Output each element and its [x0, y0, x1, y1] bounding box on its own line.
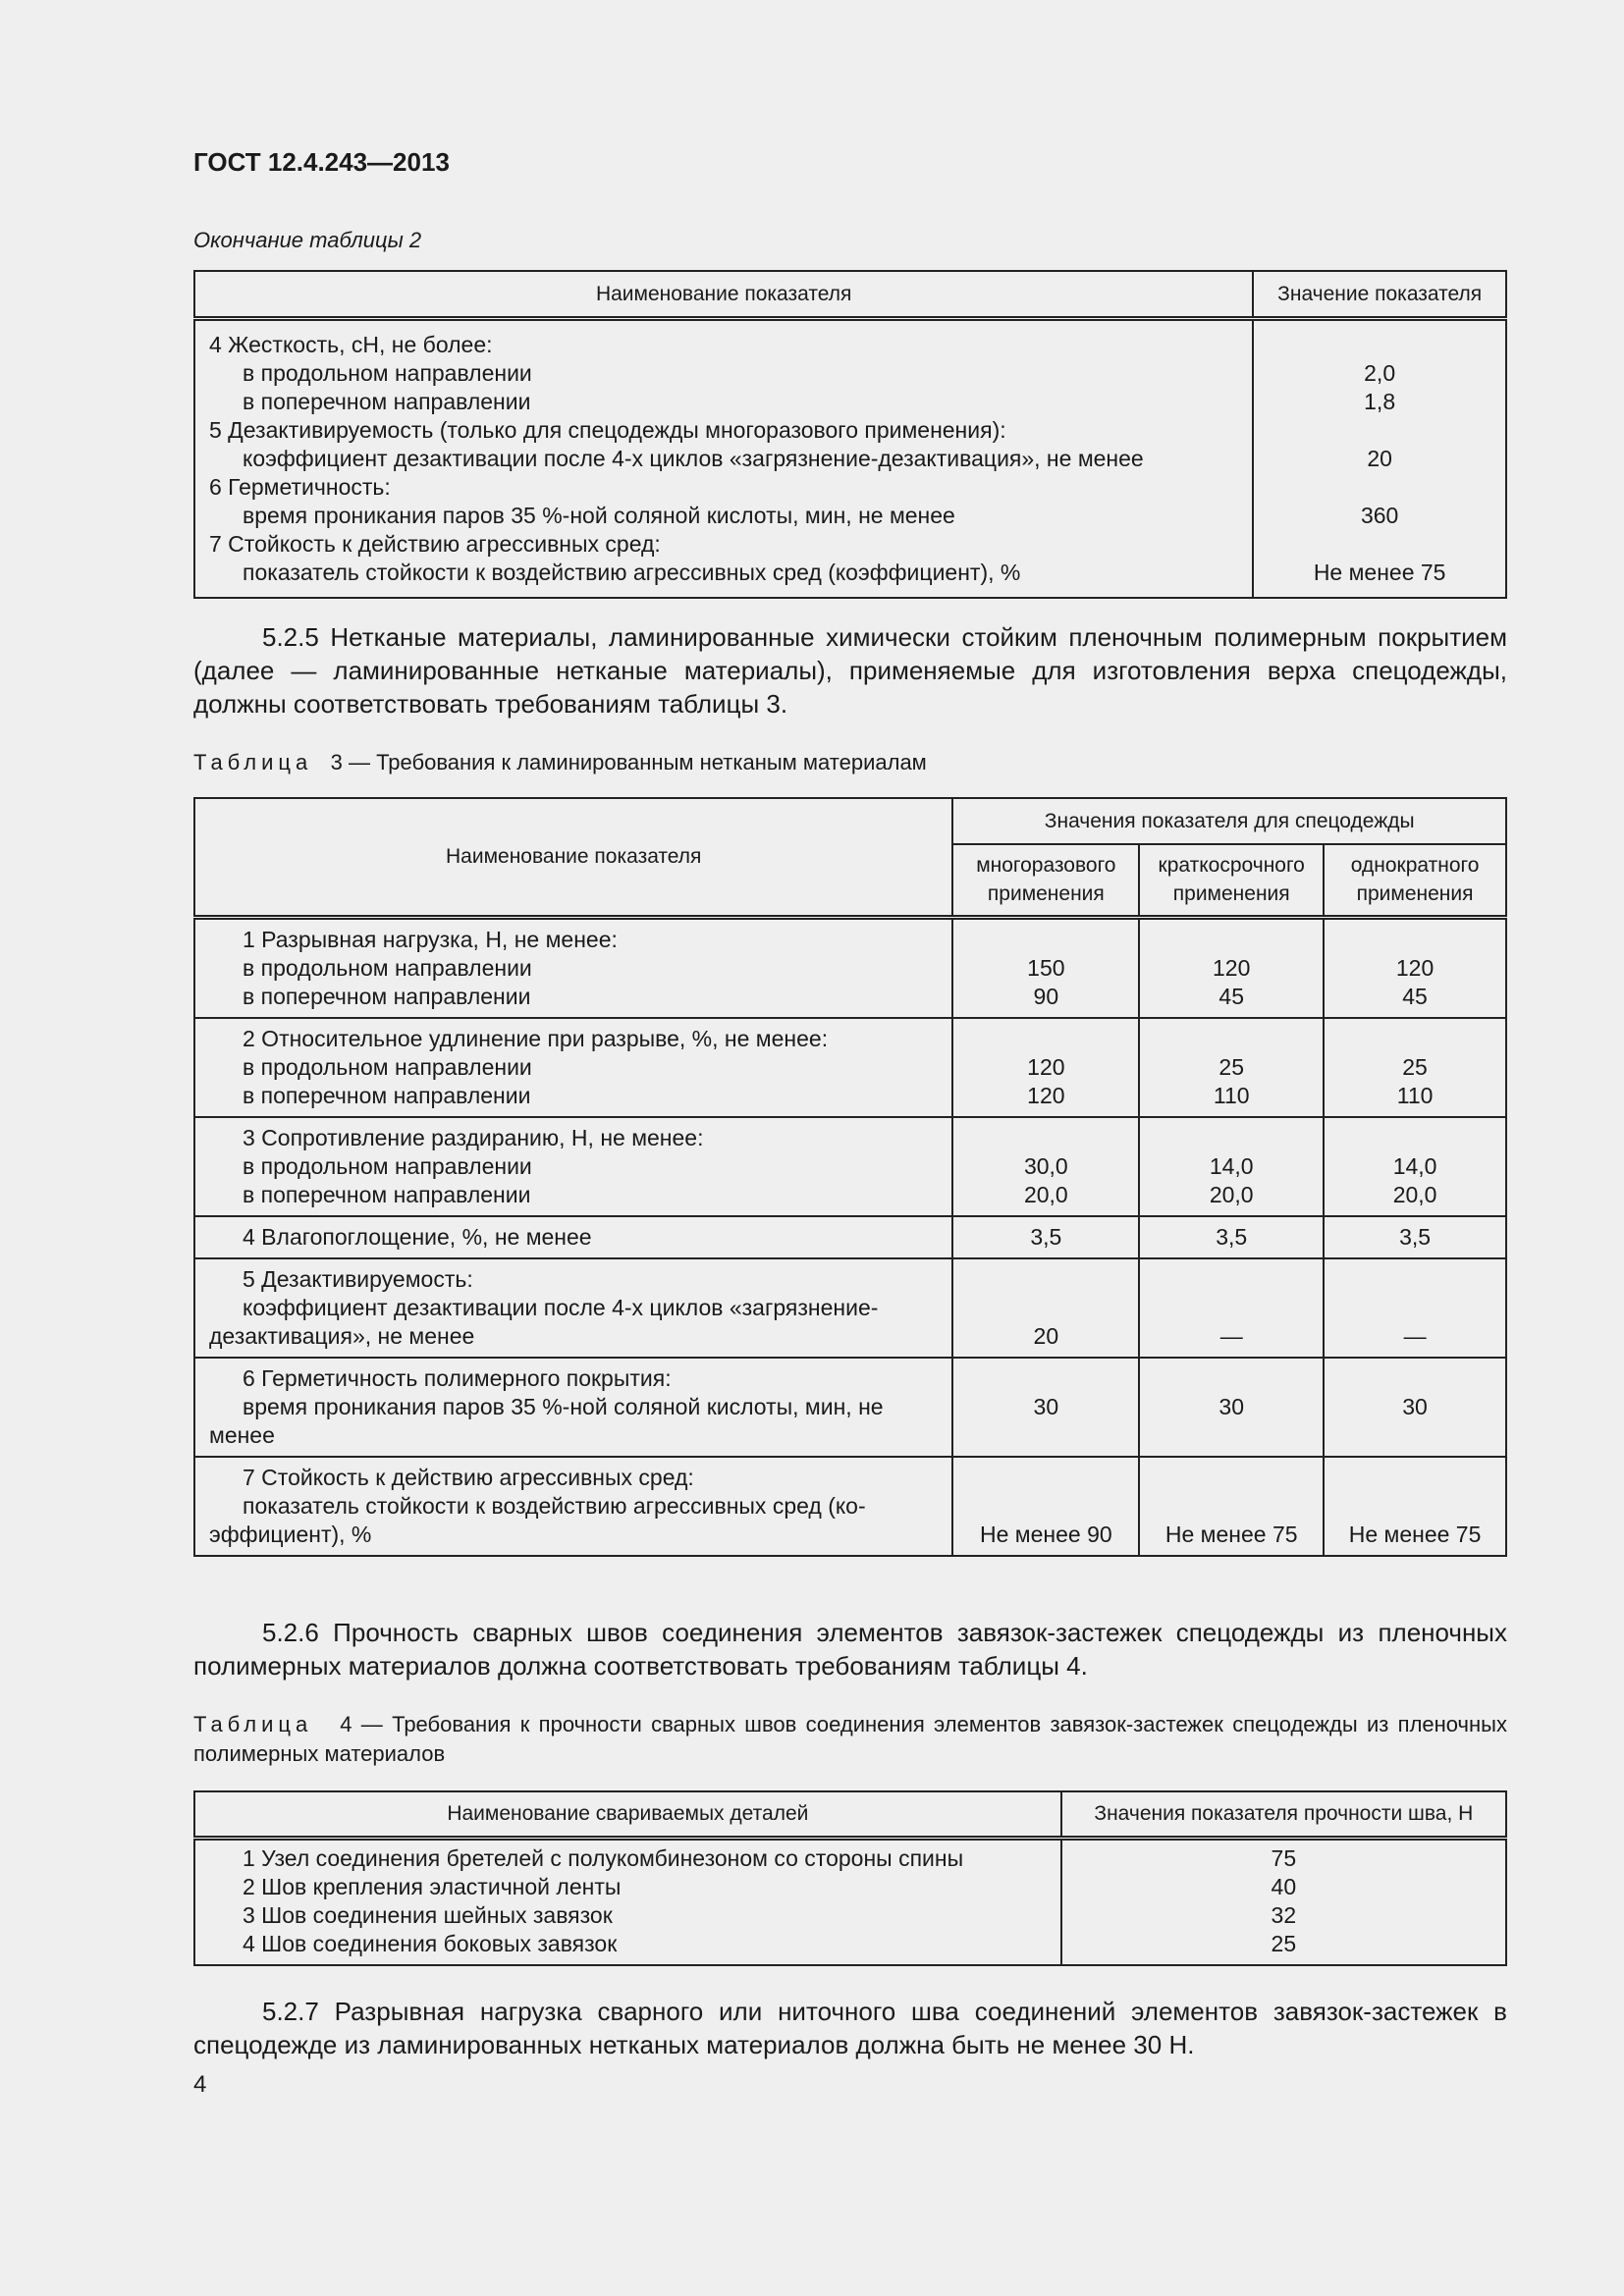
table4-row2-value: 40	[1271, 1873, 1297, 1899]
table3-value: 30	[1218, 1393, 1244, 1419]
table3-value-cell	[1139, 1018, 1324, 1117]
table3-row-line: в поперечном направлении	[243, 983, 531, 1009]
table3-value	[1140, 1265, 1323, 1294]
table2-row4-sub1: в продольном направлении	[243, 359, 532, 386]
paragraph-5-2-5-text: 5.2.5 Нетканые материалы, ламинированные химически стойким пленочным полимерным покрытием (далее — ламинированные нетканые материалы), применяемые для изготовления верха спецодежды, должны соответствовать требованиям таблицы 3.	[193, 622, 1507, 719]
table3-value-cell	[1139, 1358, 1324, 1457]
table3-row-line: показатель стойкости к воздействию агрессивных сред (ко-	[243, 1492, 866, 1519]
table3-value: 120	[1027, 1082, 1065, 1108]
table3-caption-word: Таблица	[193, 750, 313, 774]
table2	[193, 270, 1507, 599]
table2-row4-sub2: в поперечном направлении	[243, 388, 531, 414]
table3-caption	[193, 748, 927, 777]
table3-row-line: 2 Относительное удлинение при разрыве, %, не менее:	[243, 1025, 829, 1051]
table3-header-name: Наименование показателя	[194, 798, 952, 917]
table3-value-cell	[952, 1018, 1139, 1117]
table2-row4-value2: 1,8	[1364, 388, 1396, 414]
table3-value	[953, 926, 1138, 954]
paragraph-5-2-5	[193, 620, 1507, 721]
table3-value	[1140, 926, 1323, 954]
table4-header-value: Значения показателя прочности шва, Н	[1061, 1791, 1506, 1838]
table3-value-cell	[952, 1457, 1139, 1556]
table4-row3-name: 3 Шов соединения шейных завязок	[243, 1901, 613, 1928]
table2-row6-sub1: время проникания паров 35 %-ной соляной кислоты, мин, не менее	[243, 502, 955, 528]
table2-row5-value: 20	[1367, 445, 1392, 471]
table3-value	[1325, 1025, 1505, 1053]
table3-value	[1140, 1124, 1323, 1152]
table3-value	[953, 1025, 1138, 1053]
table3-row-line: 6 Герметичность полимерного покрытия:	[243, 1364, 672, 1391]
table3-value	[953, 1124, 1138, 1152]
table3-value-cell	[952, 1216, 1139, 1258]
table2-row4-name: 4 Жесткость, сН, не более:	[209, 331, 493, 357]
table3-row-line: 4 Влагопоглощение, %, не менее	[243, 1223, 592, 1250]
table4-row3-value: 32	[1271, 1901, 1297, 1928]
table3-value	[953, 1492, 1138, 1521]
table3-row-line: время проникания паров 35 %-ной соляной кислоты, мин, не	[243, 1393, 884, 1419]
table4-row1-name: 1 Узел соединения бретелей с полукомбинезоном со стороны спины	[243, 1844, 964, 1871]
table3-value: 110	[1213, 1082, 1250, 1108]
table3-row-line: 7 Стойкость к действию агрессивных сред:	[243, 1464, 694, 1490]
table3-value: Не менее 75	[1164, 1521, 1298, 1547]
table3-value: 3,5	[1030, 1223, 1062, 1250]
table3-value-cell	[1324, 1258, 1506, 1358]
table3-row	[194, 1258, 1506, 1358]
table3-row-name-cell	[194, 1216, 952, 1258]
table2-row7-value: Не менее 75	[1313, 559, 1446, 585]
table3-value	[1325, 1265, 1505, 1294]
table3-value-cell	[1324, 1216, 1506, 1258]
table3-value-cell	[952, 1258, 1139, 1358]
table3-value: 90	[1033, 983, 1059, 1009]
table3-value: —	[1219, 1322, 1243, 1349]
paragraph-5-2-7	[193, 1995, 1507, 2061]
table3-row-name-cell	[194, 1358, 952, 1457]
table3-value-cell	[1324, 917, 1506, 1018]
table3-value: 120	[1395, 954, 1435, 981]
table2-names-cell	[194, 318, 1253, 598]
table2-header-name: Наименование показателя	[194, 271, 1253, 318]
table3-value: 20	[1033, 1322, 1059, 1349]
table3-value	[953, 1464, 1138, 1492]
table3-value: 20,0	[1209, 1181, 1254, 1207]
page-number: 4	[193, 2071, 207, 2098]
table2-row6-value: 360	[1360, 502, 1399, 528]
table3-value: 45	[1402, 983, 1428, 1009]
table3-value: Не менее 90	[980, 1521, 1112, 1547]
table3-value: 20,0	[1023, 1181, 1068, 1207]
table3-row-name-cell	[194, 1258, 952, 1358]
table3-value-cell	[1139, 917, 1324, 1018]
standard-header: ГОСТ 12.4.243—2013	[193, 147, 450, 177]
table4-names-cell	[194, 1838, 1061, 1965]
table3-row-name-cell	[194, 917, 952, 1018]
table3-value: 120	[1027, 1053, 1065, 1080]
table3-row	[194, 1216, 1506, 1258]
table3-row	[194, 1018, 1506, 1117]
table3-value-cell	[1139, 1117, 1324, 1216]
table3-value-cell	[952, 1117, 1139, 1216]
table3-value: 3,5	[1216, 1223, 1248, 1250]
table3-value: 14,0	[1209, 1152, 1254, 1179]
table2-header-value: Значение показателя	[1253, 271, 1506, 318]
table3-row-line: в продольном направлении	[243, 954, 532, 981]
table3-value	[1140, 1492, 1323, 1521]
table3-value: 25	[1218, 1053, 1244, 1080]
table2-row6-name: 6 Герметичность:	[209, 473, 391, 500]
table3-row-name-cell	[194, 1018, 952, 1117]
table3-value: 14,0	[1392, 1152, 1437, 1179]
table3-value	[953, 1294, 1138, 1322]
table3-value: 45	[1218, 983, 1244, 1009]
table2-row4-value1: 2,0	[1364, 359, 1396, 386]
table4-caption	[193, 1710, 1507, 1769]
table3-value: 30	[1033, 1393, 1059, 1419]
table2-row7-sub1: показатель стойкости к воздействию агрессивных сред (коэффициент), %	[243, 559, 1021, 585]
table4-caption-text: 4 — Требования к прочности сварных швов соединения элементов завязок-застежек спецодежды из пленочных полимерных материалов	[193, 1712, 1507, 1766]
table3-caption-text: 3 — Требования к ламинированным нетканым материалам	[330, 750, 927, 774]
table4-row1-value: 75	[1271, 1844, 1297, 1871]
table3-value-cell	[952, 917, 1139, 1018]
table3-row-line: дезактивация», не менее	[209, 1322, 475, 1349]
table2-row7-name: 7 Стойкость к действию агрессивных сред:	[209, 530, 661, 557]
table4-header-name: Наименование свариваемых деталей	[194, 1791, 1061, 1838]
table3	[193, 797, 1507, 1557]
table3-row-line: коэффициент дезактивации после 4-х циклов «загрязнение-	[243, 1294, 879, 1320]
table4	[193, 1790, 1507, 1966]
table3-value-cell	[1324, 1457, 1506, 1556]
table3-value: 30	[1402, 1393, 1428, 1419]
table3-row-name-cell	[194, 1117, 952, 1216]
paragraph-5-2-6	[193, 1616, 1507, 1682]
table3-value-cell	[1139, 1457, 1324, 1556]
table3-row-line: менее	[209, 1421, 275, 1448]
table3-value: 3,5	[1399, 1223, 1432, 1250]
table3-value	[1140, 1025, 1323, 1053]
table3-row-line: 3 Сопротивление раздиранию, Н, не менее:	[243, 1124, 704, 1150]
table3-row-line: в поперечном направлении	[243, 1181, 531, 1207]
table2-caption: Окончание таблицы 2	[193, 228, 422, 252]
table4-row4-value: 25	[1271, 1930, 1297, 1956]
table4-row2-name: 2 Шов крепления эластичной ленты	[243, 1873, 622, 1899]
table3-row-line: в продольном направлении	[243, 1053, 532, 1080]
table3-value: 30,0	[1023, 1152, 1068, 1179]
table3-value-cell	[1324, 1117, 1506, 1216]
table2-values-cell	[1253, 318, 1506, 598]
table3-value	[1140, 1464, 1323, 1492]
table3-value: 150	[1027, 954, 1065, 981]
table2-row5-name: 5 Дезактивируемость (только для спецодежды многоразового применения):	[209, 416, 1006, 443]
table3-row	[194, 917, 1506, 1018]
paragraph-5-2-6-text: 5.2.6 Прочность сварных швов соединения элементов завязок-застежек спецодежды из пленочных полимерных материалов должна соответствовать требованиям таблицы 4.	[193, 1618, 1507, 1681]
paragraph-5-2-7-text: 5.2.7 Разрывная нагрузка сварного или ниточного шва соединений элементов завязок-застежек в спецодежде из ламинированных нетканых материалов должна быть не менее 30 Н.	[193, 1997, 1507, 2059]
table3-value-cell	[1324, 1358, 1506, 1457]
table2-row5-sub1: коэффициент дезактивации после 4-х циклов «загрязнение-дезактивация», не менее	[243, 445, 1144, 471]
table3-row-line: в продольном направлении	[243, 1152, 532, 1179]
table3-value	[1325, 1294, 1505, 1322]
table3-value: 110	[1396, 1082, 1434, 1108]
table3-value: Не менее 75	[1348, 1521, 1482, 1547]
table3-row-line: 5 Дезактивируемость:	[243, 1265, 473, 1292]
table3-value	[1325, 926, 1505, 954]
table3-value: 20,0	[1392, 1181, 1437, 1207]
table3-value	[1325, 1124, 1505, 1152]
table4-row4-name: 4 Шов соединения боковых завязок	[243, 1930, 618, 1956]
table3-value-cell	[1139, 1258, 1324, 1358]
table3-row	[194, 1358, 1506, 1457]
table3-row-line: в поперечном направлении	[243, 1082, 531, 1108]
table3-row-line: эффициент), %	[209, 1521, 372, 1547]
table4-values-cell	[1061, 1838, 1506, 1965]
table3-value-cell	[1324, 1018, 1506, 1117]
table3-row	[194, 1117, 1506, 1216]
table3-row-line: 1 Разрывная нагрузка, Н, не менее:	[243, 926, 618, 952]
table3-value	[1140, 1294, 1323, 1322]
table3-value: —	[1403, 1322, 1427, 1349]
table3-header-short: краткосрочного применения	[1139, 844, 1324, 917]
table3-value-cell	[1139, 1216, 1324, 1258]
table3-row-name-cell	[194, 1457, 952, 1556]
table3-row	[194, 1457, 1506, 1556]
table3-header-multi: многоразового применения	[952, 844, 1139, 917]
table3-value: 25	[1402, 1053, 1428, 1080]
table3-value	[953, 1265, 1138, 1294]
table3-body	[194, 917, 1506, 1556]
table3-value-cell	[952, 1358, 1139, 1457]
table3-value	[1325, 1464, 1505, 1492]
table3-value	[1325, 1492, 1505, 1521]
table4-caption-word: Таблица	[193, 1712, 313, 1736]
table3-value: 120	[1213, 954, 1251, 981]
table3-header-group: Значения показателя для спецодежды	[952, 798, 1506, 844]
table3-header-single: однократного применения	[1324, 844, 1506, 917]
